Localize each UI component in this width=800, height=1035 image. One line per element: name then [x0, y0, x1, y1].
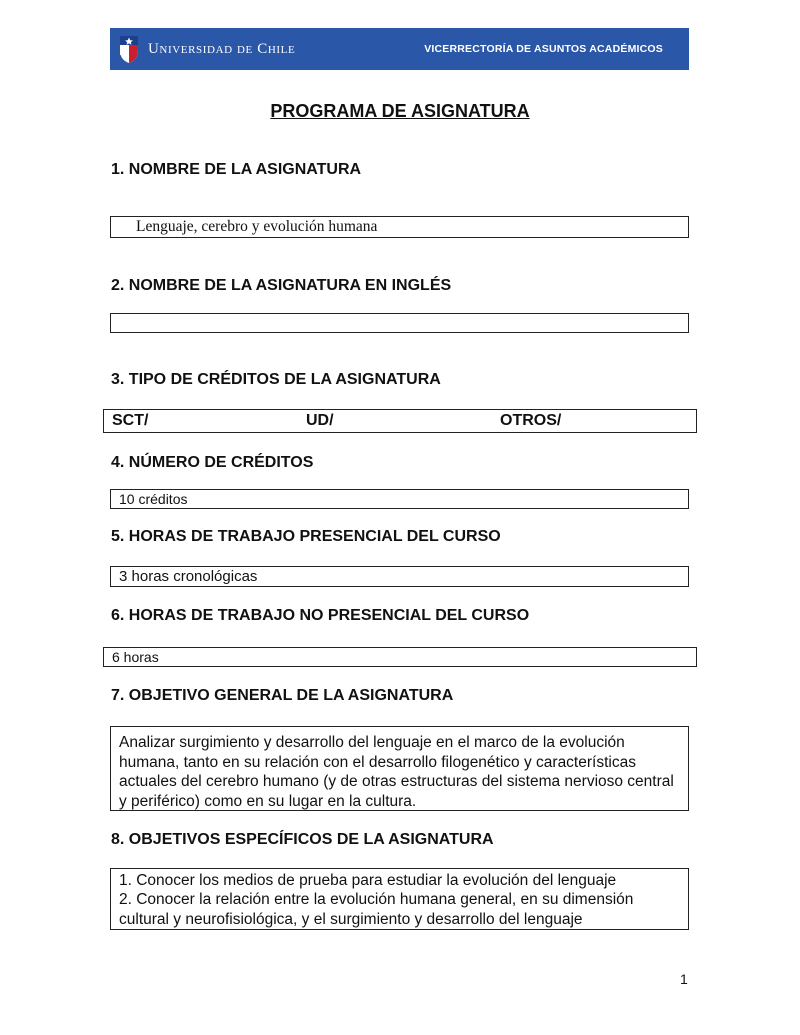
section-2-heading: 2. NOMBRE DE LA ASIGNATURA EN INGLÉS — [111, 277, 452, 294]
section-2-box — [110, 313, 689, 333]
ud-label: UD/ — [306, 412, 334, 429]
section-6-heading: 6. HORAS DE TRABAJO NO PRESENCIAL DEL CURSO — [111, 607, 530, 624]
credits-value: 10 créditos — [119, 491, 188, 507]
section-1-heading: 1. NOMBRE DE LA ASIGNATURA — [111, 161, 362, 178]
non-presential-hours-value: 6 horas — [112, 649, 159, 665]
sct-label: SCT/ — [112, 412, 149, 429]
section-3-heading: 3. TIPO DE CRÉDITOS DE LA ASIGNATURA — [111, 371, 441, 388]
section-7-heading: 7. OBJETIVO GENERAL DE LA ASIGNATURA — [111, 687, 454, 704]
section-4-box — [110, 489, 689, 509]
specific-objective-2: 2. Conocer la relación entre la evolución humana general, en su dimensión cultural y neurofisiológica, y el surgimiento y desarrollo del lenguaje — [119, 891, 634, 928]
specific-objective-1: 1. Conocer los medios de prueba para estudiar la evolución del lenguaje — [119, 872, 617, 889]
section-5-box — [110, 566, 689, 587]
credit-type-box — [103, 409, 697, 433]
university-name: Universidad de Chile — [148, 40, 296, 57]
otros-label: OTROS/ — [500, 412, 562, 429]
presential-hours-value: 3 horas cronológicas — [119, 568, 258, 585]
section-8-heading: 8. OBJETIVOS ESPECÍFICOS DE LA ASIGNATURA — [111, 831, 494, 848]
university-crest-icon — [118, 34, 140, 64]
section-6-box — [103, 647, 697, 667]
page-number: 1 — [680, 971, 688, 987]
section-1-box — [110, 216, 689, 238]
header-banner — [110, 28, 689, 70]
section-5-heading: 5. HORAS DE TRABAJO PRESENCIAL DEL CURSO — [111, 528, 501, 545]
general-objective-text: Analizar surgimiento y desarrollo del lenguaje en el marco de la evolución humana, tanto en su relación con el desarrollo filogenético y características actuales del cerebro humano (y de otras estructuras del sistema nervioso central y periférico) como en su lugar en la cultura. — [119, 734, 674, 810]
course-name-value: Lenguaje, cerebro y evolución humana — [136, 218, 378, 235]
department-name: VICERRECTORÍA DE ASUNTOS ACADÉMICOS — [424, 43, 663, 55]
section-4-heading: 4. NÚMERO DE CRÉDITOS — [111, 454, 314, 471]
document-title: PROGRAMA DE ASIGNATURA — [270, 101, 530, 121]
